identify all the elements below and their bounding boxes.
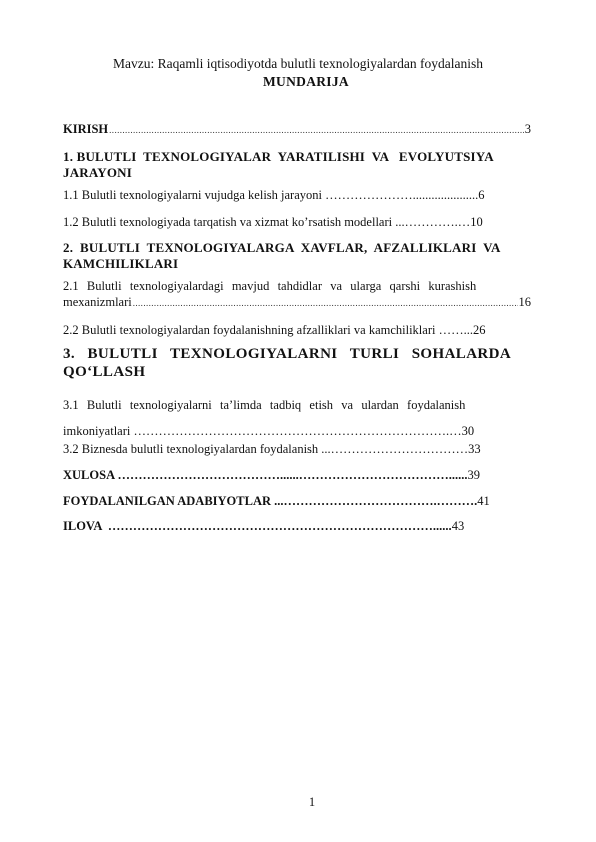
toc-chapter-line: 2. BULUTLI TEXNOLOGIYALARGA XAVFLAR, AFZALLIKLARI VA: [63, 240, 501, 255]
document-topic: Mavzu: Raqamli iqtisodiyotda bulutli texnologiyalardan foydalanish: [112, 56, 484, 71]
toc-page-number: 10: [470, 215, 483, 229]
toc-chapter-1[interactable]: [63, 149, 531, 181]
toc-entry-adabiyotlar[interactable]: [63, 493, 531, 509]
toc-entry-1-2[interactable]: [63, 214, 531, 230]
toc-page-number: 16: [518, 295, 531, 309]
toc-page-number: 3: [524, 122, 531, 136]
toc-page-number: 6: [478, 188, 485, 202]
toc-chapter-3[interactable]: [63, 345, 531, 381]
toc-page-number: 26: [472, 323, 486, 337]
toc-entry-title: 1.1 Bulutli texnologiyalarni vujudga kelish jarayoni ………………….....................: [63, 188, 479, 202]
toc-entry-kirish[interactable]: [63, 121, 531, 138]
toc-page-number: 39: [467, 468, 481, 482]
toc-page-number: 41: [477, 494, 490, 508]
dot-leader: [133, 294, 518, 311]
toc-entry-2-2[interactable]: [63, 322, 531, 338]
toc-entry-title: 2.2 Bulutli texnologiyalardan foydalanishning afzalliklari va kamchiliklari ……...: [63, 323, 473, 337]
toc-page-number: 43: [451, 519, 465, 533]
toc-entry-title: FOYDALANILGAN ADABIYOTLAR ...……………………………….……….: [63, 494, 478, 508]
toc-entry-1-1[interactable]: [63, 187, 531, 203]
toc-chapter-line: 1. BULUTLI TEXNOLOGIYALAR YARATILISHI VA EVOLYUTSIYA: [63, 149, 494, 164]
toc-chapter-line: 3. BULUTLI TEXNOLOGIYALARNI TURLI SOHALARDA: [63, 346, 512, 362]
toc-entry-title: mexanizmlari: [63, 295, 132, 309]
toc-chapter-line: QO‘LLASH: [63, 364, 146, 380]
toc-chapter-line: JARAYONI: [63, 165, 133, 180]
toc-chapter-2[interactable]: [63, 240, 531, 272]
toc-entry-title: 2.1 Bulutli texnologiyalardagi mavjud tahdidlar va ularga qarshi kurashish: [63, 279, 477, 293]
toc-entry-3-1[interactable]: [63, 392, 531, 444]
toc-page-number: 30: [461, 424, 475, 438]
toc-entry-title: KIRISH: [63, 122, 109, 136]
toc-page-number: 33: [468, 442, 481, 456]
toc-entry-title: 3.2 Biznesda bulutli texnologiyalardan foydalanish ...……………………………: [63, 442, 469, 456]
toc-entry-title: imkoniyatlari ………………………………………………………………….…: [63, 424, 462, 438]
page-number: 1: [308, 795, 316, 809]
toc-entry-title: ILOVA ……………………………………………………………………......: [63, 519, 452, 533]
toc-entry-3-2[interactable]: [63, 441, 531, 457]
toc-entry-title: XULOSA …………………………………......………………………………......: [63, 468, 468, 482]
toc-entry-xulosa[interactable]: [63, 467, 531, 483]
toc-entry-title: 3.1 Bulutli texnologiyalarni ta’limda tadbiq etish va ulardan foydalanish: [63, 398, 466, 412]
toc-entry-title: 1.2 Bulutli texnologiyada tarqatish va xizmat ko’rsatish modellari ...………….…: [63, 215, 471, 229]
toc-entry-2-1[interactable]: [63, 278, 531, 311]
toc-entry-ilova[interactable]: [63, 518, 526, 534]
toc-heading: MUNDARIJA: [263, 74, 349, 89]
dot-leader: [109, 121, 524, 138]
toc-chapter-line: KAMCHILIKLARI: [63, 256, 179, 271]
